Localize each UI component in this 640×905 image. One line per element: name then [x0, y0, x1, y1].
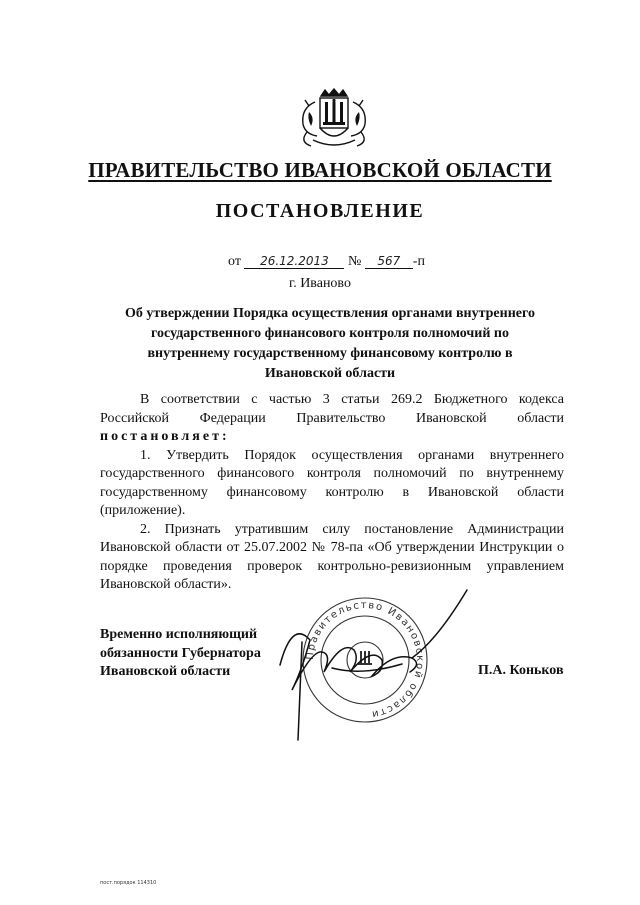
coat-of-arms-icon [295, 88, 373, 150]
date-value: 26.12.2013 [244, 254, 344, 269]
stamp-text: Правительство Ивановской области [304, 599, 426, 720]
signatory-title-line-2: обязанности Губернатора [100, 645, 261, 661]
document-body [100, 391, 564, 595]
signatory-title [100, 626, 261, 682]
date-number-line [228, 254, 425, 270]
body-intro: В соответствии с частью 3 статьи 269.2 Бюджетного кодекса Российской Федерации Правительство Ивановской области постановляет: [100, 392, 564, 444]
footer-code: пост.порядок 114310 [100, 880, 157, 886]
number-value: 567 [365, 254, 413, 269]
government-title: ПРАВИТЕЛЬСТВО ИВАНОВСКОЙ ОБЛАСТИ [88, 158, 552, 182]
signatory-title-line-1: Временно исполняющий [100, 627, 258, 642]
date-prefix: от [228, 254, 241, 269]
decree-word: постановляет: [100, 429, 230, 444]
city: г. Иваново [289, 276, 351, 291]
document-type: ПОСТАНОВЛЕНИЕ [215, 200, 425, 222]
body-item-2: 2. Признать утратившим силу постановление Администрации Ивановской области от 25.07.2002 № 78-па «Об утверждении Инструкции о порядке проведения проверок контрольно-ревизионным управлением Ивановской области». [100, 521, 564, 592]
signatory-name: П.А. Коньков [478, 663, 564, 678]
signatory-title-line-3: Ивановской области [100, 664, 231, 679]
number-suffix: -п [412, 254, 425, 269]
handwritten-signature [262, 580, 472, 750]
number-sign: № [347, 254, 362, 269]
body-item-1: 1. Утвердить Порядок осуществления органами внутреннего государственного финансового контроля полномочий по внутреннему государственному финансовому контролю в Ивановской области (приложение). [100, 447, 564, 518]
document-subject: Об утверждении Порядка осуществления органами внутреннего государственного финансового контроля полномочий по внутреннему государственному финансовому контролю в Ивановской области [125, 306, 535, 381]
